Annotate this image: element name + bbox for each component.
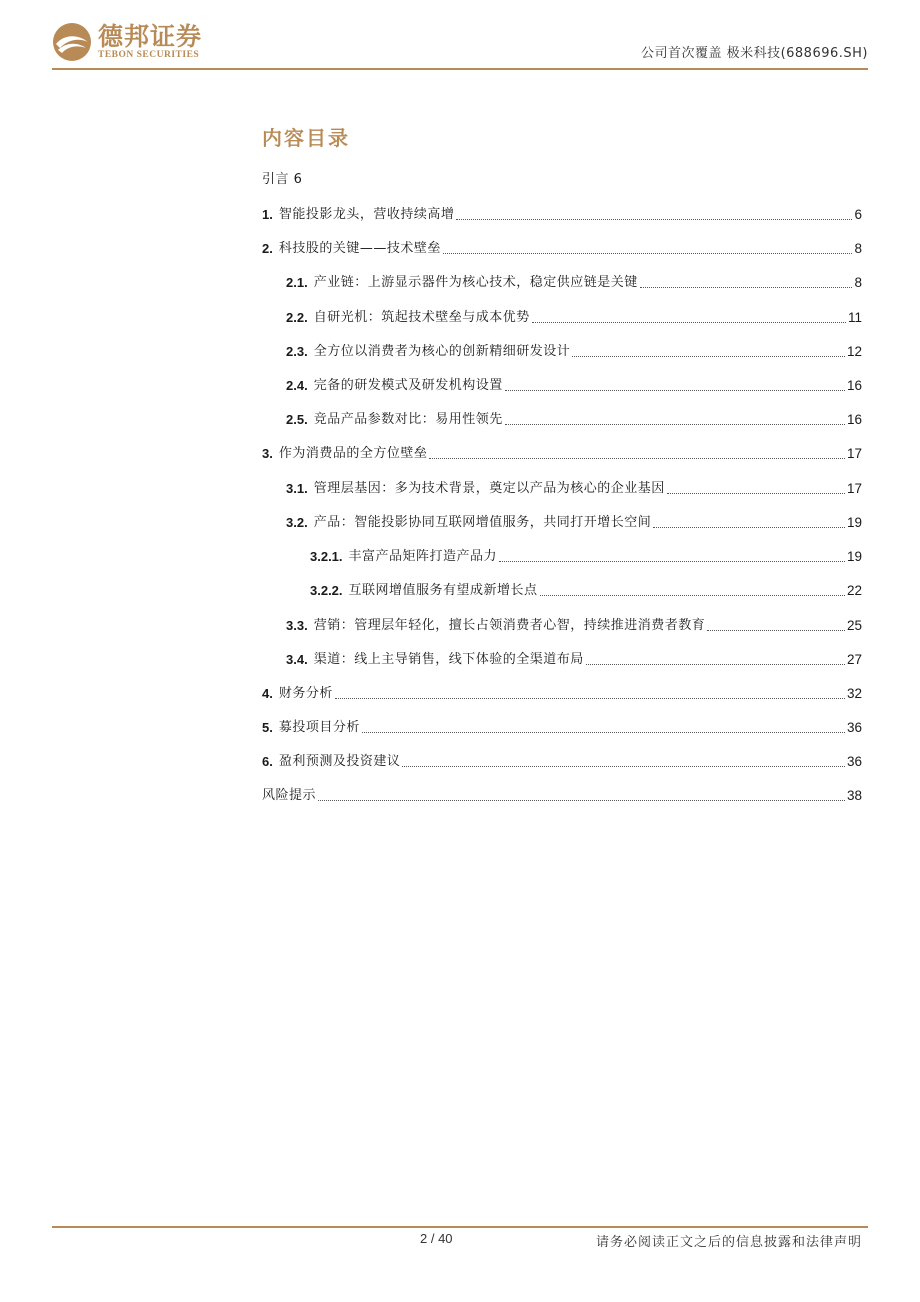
toc-entry-page: 17 — [846, 446, 862, 461]
toc-entry-number: 2.2. — [286, 310, 308, 325]
toc-entry[interactable] — [286, 513, 862, 533]
toc-entry-title: 管理层基因：多为技术背景，奠定以产品为核心的企业基因 — [313, 481, 665, 496]
toc-leader-dots — [640, 286, 853, 288]
toc-leader-dots — [505, 423, 845, 425]
toc-entry-number: 3.3. — [286, 618, 308, 633]
toc-entry-number: 3.1. — [286, 481, 308, 496]
toc-entry-page: 8 — [854, 275, 862, 290]
disclaimer-note: 请务必阅读正文之后的信息披露和法律声明 — [595, 1235, 862, 1250]
toc-entry[interactable] — [286, 616, 862, 636]
toc-entry-page: 25 — [846, 618, 862, 633]
toc-entry-title: 财务分析 — [278, 686, 333, 701]
toc-entry-number: 2.3. — [286, 344, 308, 359]
toc-entry-number: 1. — [262, 207, 273, 222]
page-indicator: 2 / 40 — [420, 1231, 453, 1246]
toc-entry-page: 36 — [846, 754, 862, 769]
toc-entry-title: 智能投影龙头，营收持续高增 — [278, 207, 455, 222]
toc-entry[interactable] — [262, 444, 862, 464]
toc-leader-dots — [532, 321, 846, 323]
toc-entry-number: 2.1. — [286, 275, 308, 290]
toc-entry-number: 3.4. — [286, 652, 308, 667]
toc-entry[interactable] — [286, 308, 862, 328]
toc-leader-dots — [667, 492, 845, 494]
toc-entry-number: 3. — [262, 446, 273, 461]
toc-entry-title: 引言 6 — [262, 172, 303, 187]
toc-entry-page: 11 — [847, 310, 862, 325]
toc-entry-number: 3.2.1. — [310, 549, 343, 564]
tebon-logo-icon — [52, 22, 92, 62]
toc-entry-title: 丰富产品矩阵打造产品力 — [348, 549, 498, 564]
toc-entry-title: 互联网增值服务有望成新增长点 — [348, 583, 538, 598]
footer-divider — [52, 1226, 868, 1228]
toc-entry-number: 2.4. — [286, 378, 308, 393]
toc-entry-page: 19 — [846, 515, 862, 530]
toc-entry[interactable] — [310, 547, 862, 567]
toc-entry-page: 12 — [846, 344, 862, 359]
toc-leader-dots — [335, 697, 845, 699]
toc-entry[interactable] — [286, 650, 862, 670]
toc-entry-title: 渠道：线上主导销售，线下体验的全渠道布局 — [313, 652, 584, 667]
toc-entry[interactable] — [262, 684, 862, 704]
company-logo — [52, 20, 202, 64]
toc-entry[interactable] — [262, 239, 862, 259]
logo-english-name: TEBON SECURITIES — [98, 49, 200, 60]
header-divider — [52, 68, 868, 70]
toc-entry-title: 营销：管理层年轻化，擅长占领消费者心智，持续推进消费者教育 — [313, 618, 706, 633]
toc-entry-title: 完备的研发模式及研发机构设置 — [313, 378, 503, 393]
toc-entry[interactable] — [286, 342, 862, 362]
toc-leader-dots — [653, 526, 845, 528]
toc-entry-number: 2.5. — [286, 412, 308, 427]
toc-entry-number: 2. — [262, 241, 273, 256]
toc-leader-dots — [505, 389, 845, 391]
toc-entry-title: 竞品产品参数对比：易用性领先 — [313, 412, 503, 427]
toc-entry-page: 22 — [846, 583, 862, 598]
toc-entry-title: 作为消费品的全方位壁垒 — [278, 446, 428, 461]
toc-entry-title: 产业链：上游显示器件为核心技术，稳定供应链是关键 — [313, 275, 638, 290]
toc-entry[interactable] — [286, 273, 862, 293]
toc-entry-number: 3.2.2. — [310, 583, 343, 598]
toc-entry-page: 8 — [854, 241, 862, 256]
toc-entry-title: 产品：智能投影协同互联网增值服务，共同打开增长空间 — [313, 515, 652, 530]
toc-leader-dots — [499, 560, 845, 562]
toc-entry-page: 19 — [846, 549, 862, 564]
toc-entry[interactable] — [262, 786, 862, 806]
toc-entry-number: 4. — [262, 686, 273, 701]
toc-entry-number: 5. — [262, 720, 273, 735]
toc-leader-dots — [429, 457, 845, 459]
toc-leader-dots — [443, 252, 853, 254]
toc-entry[interactable] — [262, 752, 862, 772]
toc-entry-title: 全方位以消费者为核心的创新精细研发设计 — [313, 344, 571, 359]
toc-entry-title: 盈利预测及投资建议 — [278, 754, 401, 769]
toc-entry-number: 6. — [262, 754, 273, 769]
toc-leader-dots — [318, 799, 845, 801]
toc-leader-dots — [707, 629, 845, 631]
toc-entry-page: 32 — [846, 686, 862, 701]
toc-entry[interactable] — [262, 170, 862, 190]
toc-entry[interactable] — [286, 376, 862, 396]
logo-chinese-name: 德邦证券 — [98, 21, 203, 51]
toc-entry-title: 风险提示 — [262, 788, 317, 803]
toc-entry[interactable] — [286, 410, 862, 430]
toc-entry-page: 16 — [846, 412, 862, 427]
toc-entry-title: 募投项目分析 — [278, 720, 360, 735]
toc-entry-title: 自研光机：筑起技术壁垒与成本优势 — [313, 310, 530, 325]
toc-entry-page: 17 — [846, 481, 862, 496]
toc-entry-number: 3.2. — [286, 515, 308, 530]
toc-leader-dots — [586, 663, 845, 665]
toc-entry-page: 36 — [846, 720, 862, 735]
toc-entry-title: 科技股的关键——技术壁垒 — [278, 241, 441, 256]
toc-entry[interactable] — [310, 581, 862, 601]
toc-entry-page: 16 — [846, 378, 862, 393]
toc-leader-dots — [572, 355, 845, 357]
toc-entry[interactable] — [286, 479, 862, 499]
toc-leader-dots — [456, 218, 852, 220]
toc-entry[interactable] — [262, 718, 862, 738]
toc-entry-page: 38 — [846, 788, 862, 803]
toc-entry[interactable] — [262, 205, 862, 225]
toc-title: 内容目录 — [262, 126, 350, 150]
toc-entry-page: 27 — [846, 652, 862, 667]
toc-entry-page: 6 — [854, 207, 862, 222]
page-header — [52, 18, 868, 70]
toc-leader-dots — [402, 765, 845, 767]
toc-leader-dots — [362, 731, 845, 733]
toc-leader-dots — [540, 594, 845, 596]
report-label: 公司首次覆盖 极米科技(688696.SH) — [640, 46, 868, 61]
